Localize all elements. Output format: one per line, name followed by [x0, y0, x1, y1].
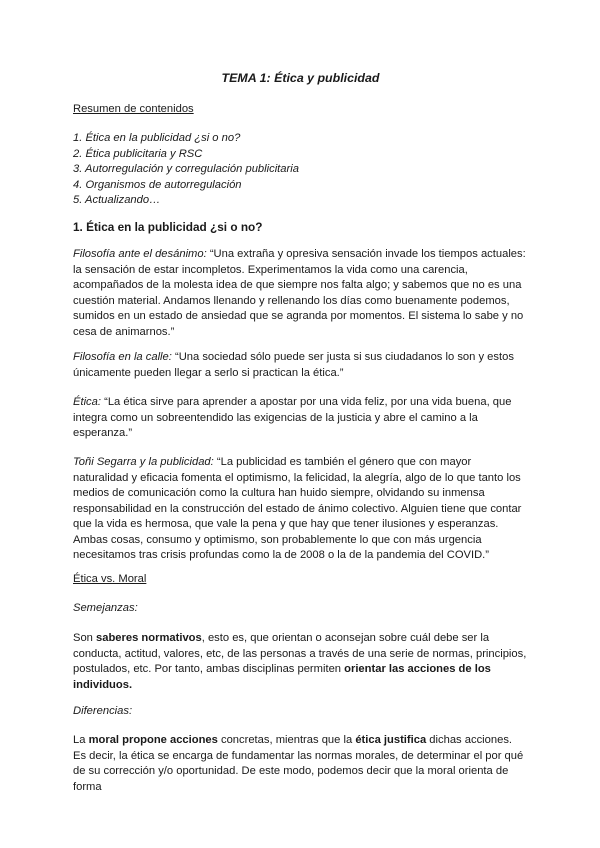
document-title: TEMA 1: Ética y publicidad — [221, 71, 380, 85]
bold-run: orientar las acciones de los individuos. — [73, 663, 491, 691]
quote-paragraph — [73, 350, 528, 381]
text-run: , esto es, que orientan o aconsejan sobre cuál debe ser la conducta, actitud, valores, etc, de las personas a través de una serie de normas, principios, postulados, etc. Por tanto, ambas disciplinas permiten — [73, 632, 527, 675]
differences-paragraph — [73, 733, 528, 795]
text-run: La — [73, 734, 89, 746]
quote-text: “Una extraña y opresiva sensación invade los tiempos actuales: la sensación de estar incompletos. Experimentamos la vida como una carencia, acompañados de la molesta idea de que siempre nos falta algo; y sabemos que no es una cuestión material. Andamos llenando y rellenando los días como buenamente podemos, sumidos en un estado de ansiedad que se agranda por momentos. El sistema lo sabe y no cesa de animarnos.” — [73, 248, 526, 338]
quote-source: Filosofía en la calle: — [73, 351, 172, 363]
quote-paragraph — [73, 395, 528, 442]
quote-text: “La publicidad es también el género que con mayor naturalidad y eficacia fomenta el optimismo, la felicidad, la alegría, algo de lo que tanto los medios de comunicación como la cultura han huido siempre, olvidando su inmensa responsabilidad en la construcción del estado de ánimo colectivo. Alguien tiene que contar que la vida es hermosa, que vale la pena y que hay que tener ilusiones y esperanzas. Ambas cosas, consumo y optimismo, son probablemente lo que con más urgencia necesitamos tras crisis profundas como la de 2008 o la de la pandemia del COVID.” — [73, 456, 522, 561]
toc-item: 1. Ética en la publicidad ¿si o no? — [73, 132, 241, 144]
toc-item: 3. Autorregulación y corregulación publicitaria — [73, 163, 299, 175]
quote-paragraph — [73, 455, 528, 564]
text-run: concretas, mientras que la — [217, 734, 356, 746]
similarities-paragraph — [73, 631, 528, 693]
toc-item: 2. Ética publicitaria y RSC — [73, 147, 203, 160]
similarities-heading: Semejanzas: — [73, 602, 138, 614]
section-heading: 1. Ética en la publicidad ¿si o no? — [73, 220, 263, 234]
quote-text: “La ética sirve para aprender a apostar por una vida feliz, por una vida buena, que integra como un sobreentendido las exigencias de la justicia y abre el camino a la esperanza.” — [73, 396, 512, 439]
bold-run: saberes normativos — [96, 632, 202, 644]
differences-heading: Diferencias: — [73, 705, 133, 717]
bold-run: moral propone acciones — [88, 734, 218, 746]
text-run: dichas acciones. Es decir, la ética se encarga de fundamentar las normas morales, de determinar el por qué de su corrección y/o oportunidad. De este modo, podemos decir que la moral orienta de forma — [73, 734, 524, 793]
quote-source: Ética: — [73, 396, 101, 408]
quote-text: “Una sociedad sólo puede ser justa si sus ciudadanos lo son y estos únicamente pueden llegar a serlo si practican la ética.” — [73, 351, 514, 379]
bold-run: ética justifica — [355, 734, 427, 746]
subsection-heading: Ética vs. Moral — [73, 573, 147, 585]
quote-paragraph — [73, 247, 528, 340]
quote-source: Filosofía ante el desánimo: — [73, 248, 207, 260]
table-of-contents — [73, 131, 299, 209]
toc-item: 5. Actualizando… — [73, 194, 161, 206]
quote-source: Toñi Segarra y la publicidad: — [73, 456, 214, 468]
toc-item: 4. Organismos de autorregulación — [73, 178, 242, 191]
summary-heading: Resumen de contenidos — [73, 103, 194, 115]
text-run: Son — [73, 632, 97, 644]
